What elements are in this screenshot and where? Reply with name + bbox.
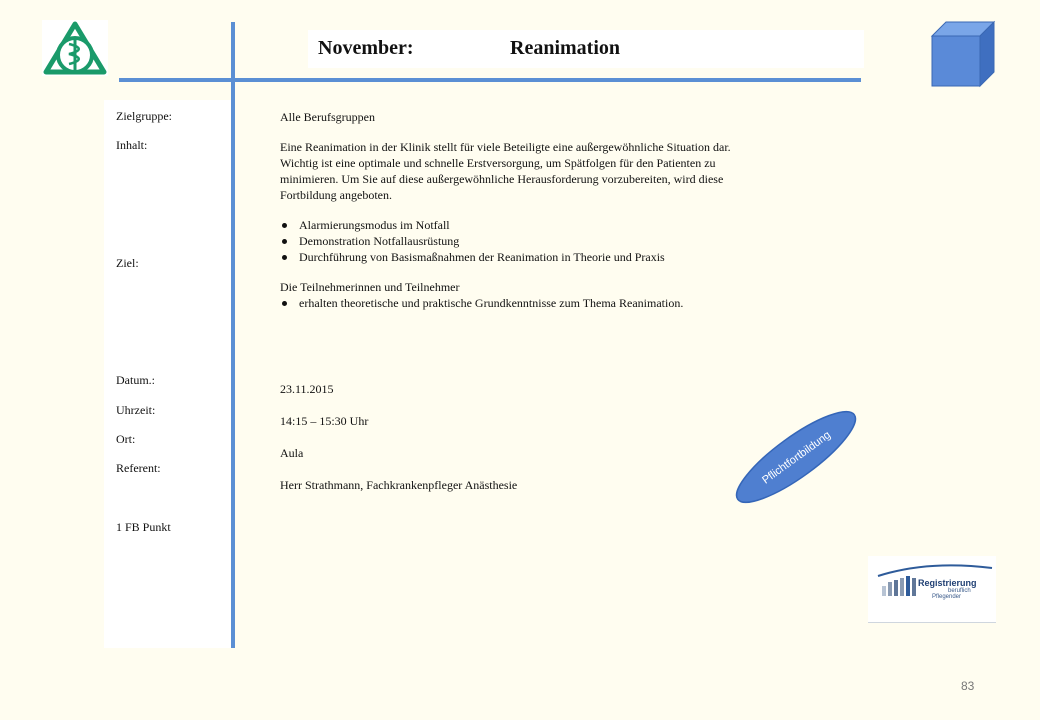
- inhalt-line: minimieren. Um Sie auf diese außergewöhnliche Herausforderung vorzubereiten, wird diese: [280, 172, 724, 186]
- vertical-divider: [231, 22, 235, 648]
- datum-value: 23.11.2015: [280, 382, 334, 396]
- label-datum: Datum.:: [116, 373, 155, 387]
- label-inhalt: Inhalt:: [116, 138, 148, 152]
- inhalt-bullet-list: [280, 217, 850, 265]
- label-zielgruppe: Zielgruppe:: [116, 109, 172, 123]
- label-ziel: Ziel:: [116, 256, 139, 270]
- label-fb-punkt: 1 FB Punkt: [116, 520, 171, 534]
- uhrzeit-value: 14:15 – 15:30 Uhr: [280, 414, 369, 428]
- hospital-logo: [42, 20, 108, 76]
- cube-icon: [924, 18, 996, 90]
- ziel-intro: Die Teilnehmerinnen und Teilnehmer: [280, 280, 460, 294]
- zielgruppe-value: Alle Berufsgruppen: [280, 110, 375, 124]
- title-topic: Reanimation: [510, 37, 620, 59]
- registrierung-logo: [868, 556, 996, 623]
- label-referent: Referent:: [116, 461, 161, 475]
- inhalt-line: Eine Reanimation in der Klinik stellt für viele Beteiligte eine außergewöhnliche Situation dar.: [280, 140, 731, 154]
- pflichtfortbildung-badge: [722, 406, 870, 508]
- inhalt-line: Fortbildung angeboten.: [280, 188, 392, 202]
- list-item: Demonstration Notfallausrüstung: [280, 233, 850, 249]
- page-title: [318, 37, 620, 60]
- list-item: erhalten theoretische und praktische Grundkenntnisse zum Thema Reanimation.: [280, 295, 850, 311]
- content-block: [280, 109, 850, 311]
- reg-logo-line1: Registrierung: [918, 578, 977, 588]
- page-number: 83: [961, 679, 975, 693]
- ort-value: Aula: [280, 446, 304, 460]
- referent-value: Herr Strathmann, Fachkrankenpfleger Anästhesie: [280, 478, 518, 492]
- reg-logo-line2: beruflich: [948, 588, 971, 594]
- list-item: Durchführung von Basismaßnahmen der Reanimation in Theorie und Praxis: [280, 249, 850, 265]
- ziel-bullet-list: [280, 295, 850, 311]
- title-month: November:: [318, 37, 414, 59]
- label-uhrzeit: Uhrzeit:: [116, 403, 156, 417]
- inhalt-line: Wichtig ist eine optimale und schnelle Erstversorgung, um Spätfolgen für den Patienten zu: [280, 156, 716, 170]
- list-item: Alarmierungsmodus im Notfall: [280, 217, 850, 233]
- reg-logo-line3: Pflegender: [932, 594, 962, 600]
- label-ort: Ort:: [116, 432, 136, 446]
- horizontal-divider: [119, 78, 861, 82]
- badge-text: Pflichtfortbildung: [760, 429, 834, 487]
